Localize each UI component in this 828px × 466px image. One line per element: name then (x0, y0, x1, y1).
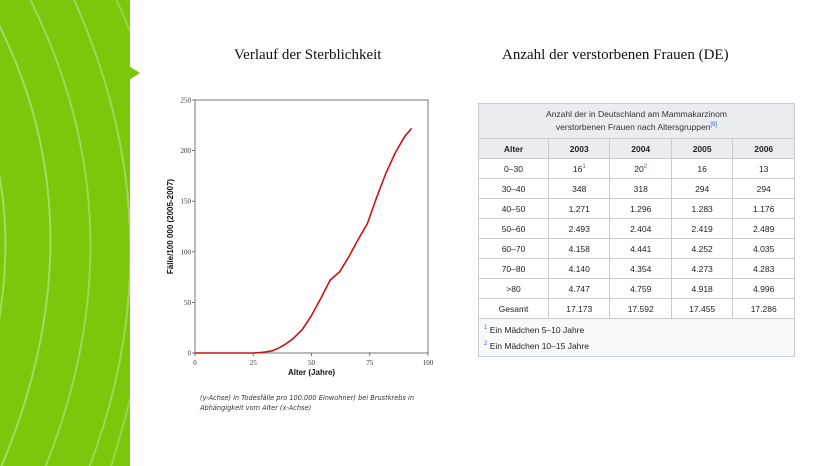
table-row (479, 219, 795, 239)
table-row (479, 259, 795, 279)
y-axis-label: Fälle/100 000 (2005-2007) (166, 178, 175, 275)
cell-age: 60–70 (479, 239, 549, 259)
cell-2003: 17.173 (549, 299, 610, 319)
cell-2005: 2.419 (671, 219, 732, 239)
y-tick-label: 250 (180, 96, 191, 105)
table-caption-ref[interactable]: [9] (710, 122, 718, 129)
table-footnotes (479, 319, 795, 357)
pointer-triangle (129, 66, 141, 80)
y-tick-label: 100 (180, 248, 191, 257)
cell-2004: 4.759 (610, 279, 671, 299)
cell-2003: 2.493 (549, 219, 610, 239)
table-header-row (479, 139, 795, 159)
table-caption-line1: Anzahl der in Deutschland am Mammakarzinom (546, 109, 727, 119)
cell-2005: 4.252 (671, 239, 732, 259)
x-tick-label: 25 (249, 359, 257, 367)
pointer-triangle-shape (129, 66, 140, 80)
cell-age: 40–50 (479, 199, 549, 219)
header-2004: 2004 (610, 139, 671, 159)
cell-age: 30–40 (479, 179, 549, 199)
cell-2006: 4.035 (733, 239, 795, 259)
footnote-ref-1[interactable]: 1 (582, 163, 586, 170)
header-2003: 2003 (549, 139, 610, 159)
cell-age: 50–60 (479, 219, 549, 239)
mortality-series-line (195, 128, 412, 353)
table-row (479, 159, 795, 179)
x-axis-label: Alter (Jahre) (287, 368, 336, 377)
deaths-table (478, 103, 795, 357)
x-tick-label: 50 (308, 359, 315, 367)
table-caption (479, 104, 795, 139)
table-caption-row (479, 104, 795, 139)
cell-2006: 2.489 (733, 219, 795, 239)
cell-2006: 1.176 (733, 199, 795, 219)
cell-age: 70–80 (479, 259, 549, 279)
cell-2006: 294 (733, 179, 795, 199)
cell-age: Gesamt (479, 299, 549, 319)
footnote-text-1: Ein Mädchen 5–10 Jahre (489, 324, 585, 335)
cell-2003: 4.747 (549, 279, 610, 299)
mortality-line-chart (160, 90, 450, 380)
right-heading: Anzahl der verstorbenen Frauen (DE) (502, 47, 729, 63)
cell-2006: 17.286 (733, 299, 795, 319)
footnote-mark-1[interactable]: 1 (484, 324, 488, 331)
x-tick-label: 0 (193, 359, 197, 367)
cell-2003 (549, 159, 610, 179)
left-heading: Verlauf der Sterblichkeit (234, 47, 382, 63)
cell-2006: 4.996 (733, 279, 795, 299)
cell-2006: 4.283 (733, 259, 795, 279)
table-caption-line2: verstorbenen Frauen nach Altersgruppen (555, 122, 711, 132)
cell-age: 0–30 (479, 159, 549, 179)
footnote-ref-2[interactable]: 2 (643, 163, 648, 170)
x-tick-label: 75 (366, 359, 374, 367)
cell-2003: 4.158 (549, 239, 610, 259)
table-row (479, 199, 795, 219)
cell-2005: 294 (671, 179, 732, 199)
cell-2004: 4.354 (610, 259, 671, 279)
x-tick-label: 100 (422, 359, 434, 367)
cell-2005: 1.283 (671, 199, 732, 219)
cell-2005: 16 (671, 159, 732, 179)
y-tick-label: 0 (187, 349, 191, 358)
decorative-side-panel (0, 0, 130, 466)
table-row (479, 239, 795, 259)
cell-2004 (610, 159, 671, 179)
cell-2006: 13 (733, 159, 795, 179)
footnote-text-2: Ein Mädchen 10–15 Jahre (489, 340, 589, 351)
cell-2004: 17.592 (610, 299, 671, 319)
cell-2005: 4.273 (671, 259, 732, 279)
footnote-mark-2[interactable]: 2 (484, 340, 488, 347)
cell-2003: 1.271 (549, 199, 610, 219)
cell-2004: 318 (610, 179, 671, 199)
y-tick-label: 200 (180, 147, 191, 156)
y-tick-label: 150 (180, 197, 191, 206)
cell-2005: 17.455 (671, 299, 732, 319)
table-row (479, 179, 795, 199)
cell-2004: 2.404 (610, 219, 671, 239)
header-alter: Alter (479, 139, 549, 159)
cell-value: 16 (572, 163, 583, 174)
cell-2003: 4.140 (549, 259, 610, 279)
cell-age: >80 (479, 279, 549, 299)
table-row-total (479, 299, 795, 319)
table-footnotes-row (479, 319, 795, 357)
header-2006: 2006 (733, 139, 795, 159)
cell-2004: 1.296 (610, 199, 671, 219)
cell-value: 20 (634, 163, 644, 174)
cell-2005: 4.918 (671, 279, 732, 299)
y-tick-label: 50 (184, 298, 191, 307)
cell-2004: 4.441 (610, 239, 671, 259)
table-row (479, 279, 795, 299)
header-2005: 2005 (671, 139, 732, 159)
cell-2003: 348 (549, 179, 610, 199)
chart-caption: (y-Achse) in Todesfälle pro 100.000 Einwohner) bei Brustkrebs in Abhängigkeit vom Alter (x-Achse) (200, 394, 415, 412)
